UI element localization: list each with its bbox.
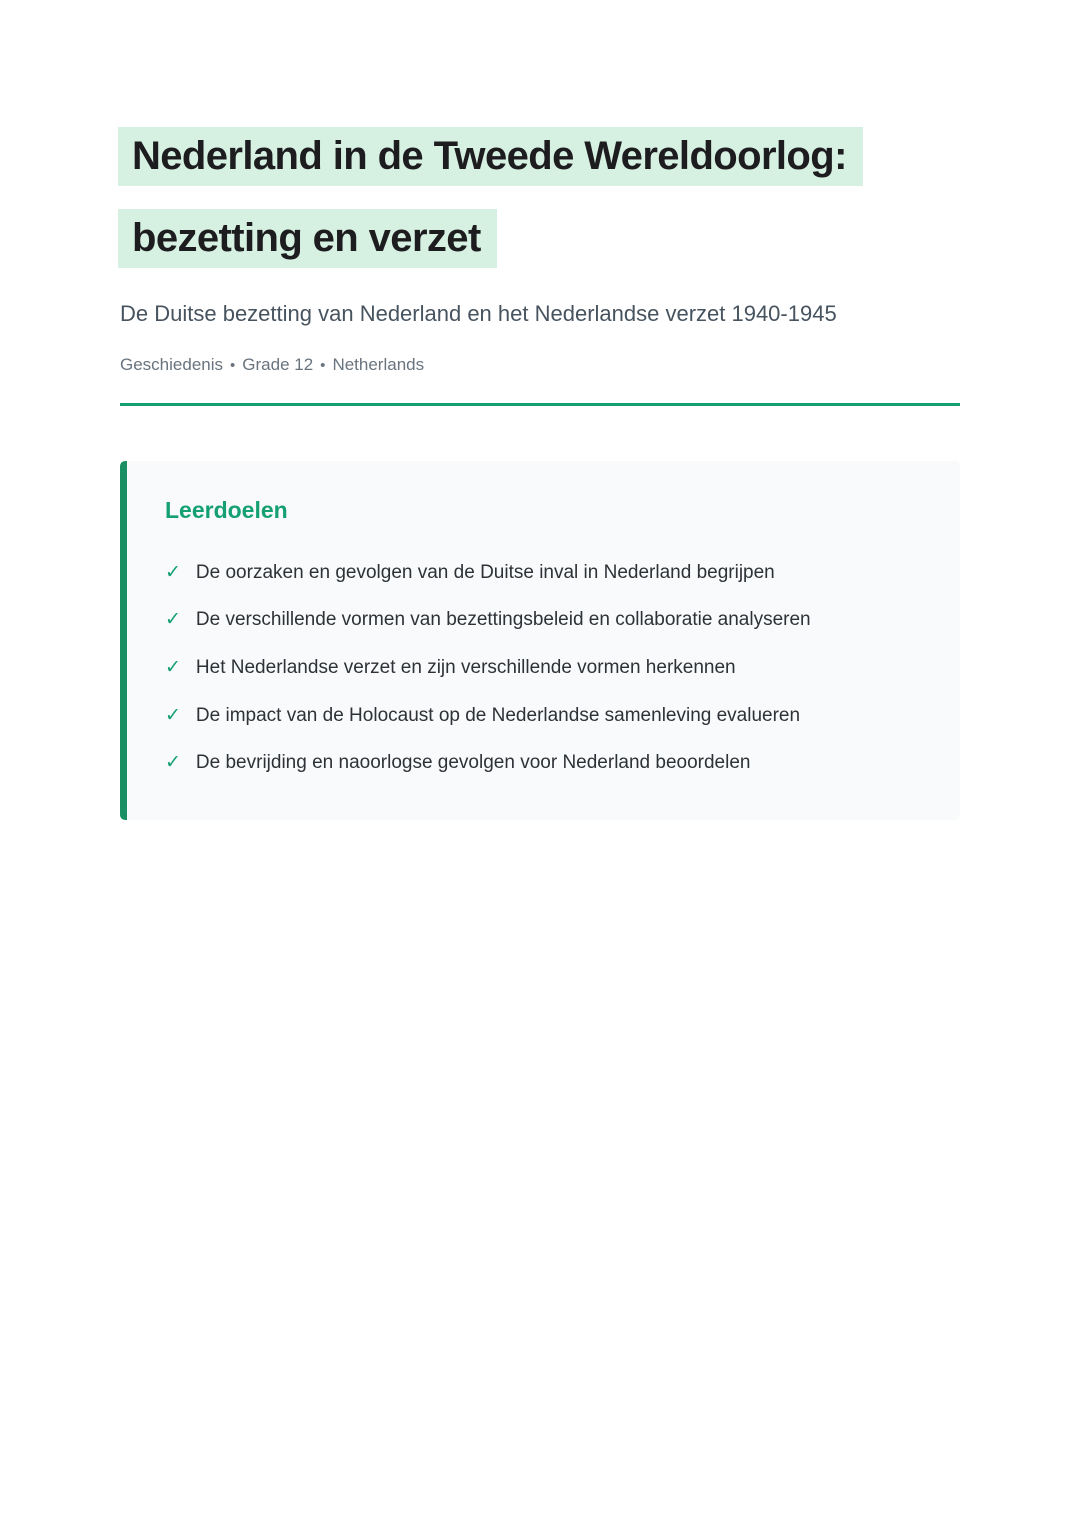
objective-item <box>165 608 920 633</box>
section-divider <box>120 403 960 406</box>
check-icon: ✓ <box>165 752 181 774</box>
meta-country: Netherlands <box>332 354 425 374</box>
objective-item <box>165 561 920 586</box>
meta-subject: Geschiedenis <box>120 354 224 374</box>
meta-line <box>120 355 960 375</box>
check-icon: ✓ <box>165 704 181 726</box>
check-icon: ✓ <box>165 656 181 678</box>
objective-item <box>165 751 920 776</box>
objective-text: Het Nederlandse verzet en zijn verschillende vormen herkennen <box>195 656 736 678</box>
check-icon: ✓ <box>165 609 181 631</box>
subtitle: De Duitse bezetting van Nederland en het Nederlandse verzet 1940-1945 <box>120 301 837 326</box>
meta-separator-icon: • <box>230 356 236 374</box>
objective-item <box>165 656 920 681</box>
title-line-2: bezetting en verzet <box>118 209 497 268</box>
objective-item <box>165 704 920 729</box>
learning-objectives-card <box>120 461 960 820</box>
objective-text: De impact van de Holocaust op de Nederlandse samenleving evalueren <box>195 704 801 726</box>
objectives-heading: Leerdoelen <box>165 496 288 523</box>
meta-grade: Grade 12 <box>242 354 314 374</box>
objective-text: De verschillende vormen van bezettingsbeleid en collaboratie analyseren <box>195 609 811 631</box>
objective-text: De bevrijding en naoorlogse gevolgen voor Nederland beoordelen <box>195 752 751 774</box>
meta-separator-icon: • <box>320 356 326 374</box>
check-icon: ✓ <box>165 561 181 583</box>
objective-text: De oorzaken en gevolgen van de Duitse inval in Nederland begrijpen <box>195 561 775 583</box>
page-title <box>120 127 960 268</box>
objectives-list <box>165 561 920 776</box>
title-line-1: Nederland in de Tweede Wereldoorlog: <box>118 127 863 186</box>
